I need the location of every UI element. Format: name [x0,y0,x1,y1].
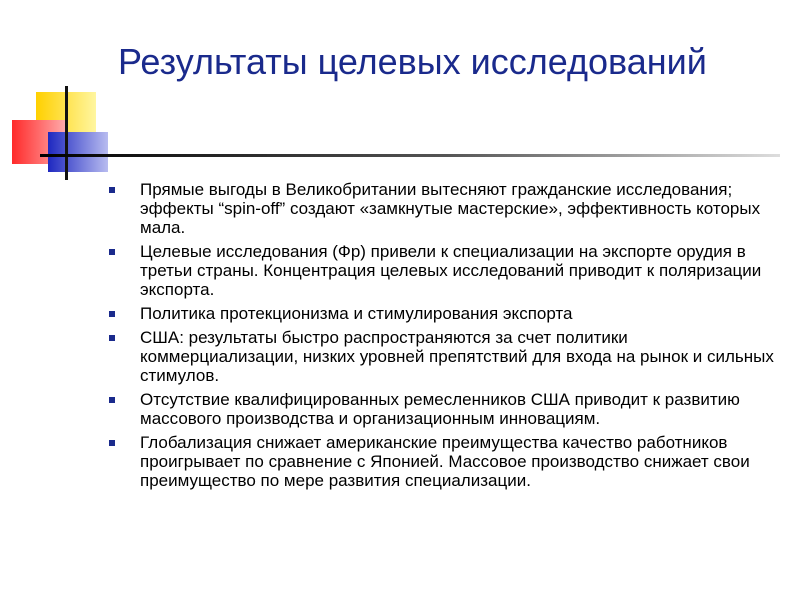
square-bullet-icon [109,249,115,255]
square-bullet-icon [109,311,115,317]
bullet-list [100,180,780,495]
bullet-text: США: результаты быстро распространяются за счет политики коммерциализации, низких уровней препятствий для входа на рынок и сильных стимулов. [140,328,774,385]
bullet-text: Прямые выгоды в Великобритании вытесняют гражданские исследования; эффекты “spin-off” создают «замкнутые мастерские», эффективность которых мала. [140,180,761,237]
blue-square [48,132,108,172]
square-bullet-icon [109,397,115,403]
bullet-item [100,433,780,490]
bullet-item [100,180,780,237]
yellow-square [36,92,96,136]
bullet-text: Отсутствие квалифицированных ремесленников США приводит к развитию массового производства и организационным инновациям. [140,390,740,428]
bullet-item [100,390,780,428]
square-bullet-icon [109,335,115,341]
square-bullet-icon [109,187,115,193]
horizontal-rule [40,154,780,157]
bullet-text: Политика протекционизма и стимулирования экспорта [140,304,573,323]
bullet-item [100,328,780,385]
slide-title: Результаты целевых исследований [118,41,707,82]
bullet-item [100,242,780,299]
red-square [12,120,68,164]
title-decoration [0,0,800,190]
bullet-text: Глобализация снижает американские преимущества качество работников проигрывает по сравнение с Японией. Массовое производство снижает свои преимущество по мере развития специализации. [140,433,750,490]
vertical-rule [65,86,68,180]
bullet-text: Целевые исследования (Фр) привели к специализации на экспорте орудия в третьи страны. Концентрация целевых исследований приводит к поляризации экспорта. [140,242,762,299]
bullet-item [100,304,780,323]
square-bullet-icon [109,440,115,446]
